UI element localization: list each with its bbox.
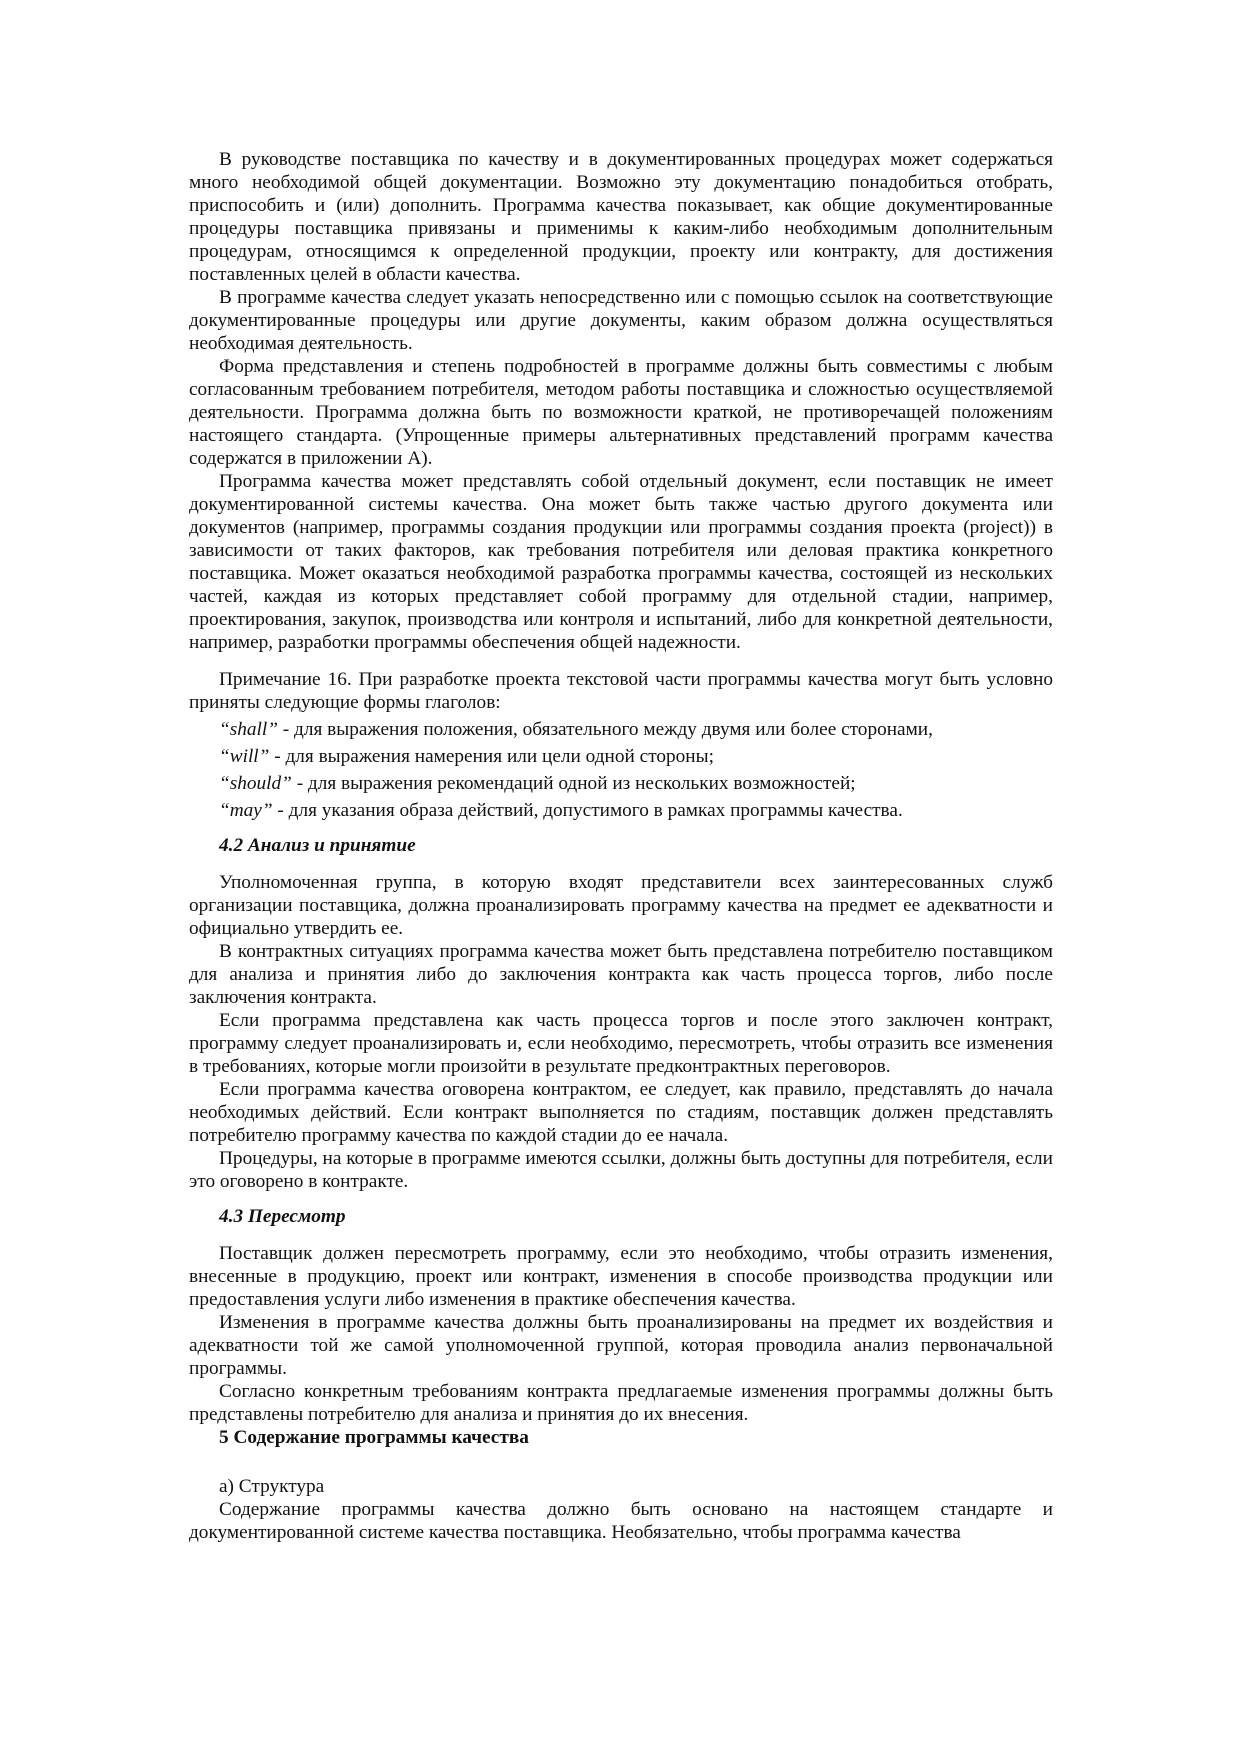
verb-desc: - для выражения рекомендаций одной из нескольких возможностей;	[291, 773, 856, 794]
verb-form-may	[189, 799, 1053, 822]
paragraph: Процедуры, на которые в программе имеются ссылки, должны быть доступны для потребителя, если это оговорено в контракте.	[189, 1148, 1053, 1192]
section-heading-4-2: 4.2 Анализ и принятие	[219, 835, 416, 856]
document-page	[189, 148, 1053, 1544]
subitem-structure: а) Структура	[219, 1476, 325, 1497]
paragraph: Изменения в программе качества должны быть проанализированы на предмет их воздействия и адекватности той же самой уполномоченной группой, которая проводила анализ первоначальной программы.	[189, 1312, 1053, 1379]
section-heading-5: 5 Содержание программы качества	[219, 1427, 529, 1448]
paragraph: Форма представления и степень подробностей в программе должны быть совместимы с любым согласованным требованием потребителя, методом работы поставщика и сложностью осуществляемой деятельности. Программа должна быть по возможности краткой, не противоречащей положениям настоящего стандарта. (Упрощенные примеры альтернативных представлений программ качества содержатся в приложении А).	[189, 356, 1053, 469]
paragraph: В программе качества следует указать непосредственно или с помощью ссылок на соответствующие документированные процедуры или другие документы, каким образом должна осуществляться необходимая деятельность.	[189, 287, 1053, 354]
verb-form-shall	[189, 718, 1053, 741]
paragraph: Уполномоченная группа, в которую входят представители всех заинтересованных служб организации поставщика, должна проанализировать программу качества на предмет ее адекватности и официально утвердить ее.	[189, 872, 1053, 939]
paragraph: Согласно конкретным требованиям контракта предлагаемые изменения программы должны быть представлены потребителю для анализа и принятия до их внесения.	[189, 1381, 1053, 1425]
paragraph: В руководстве поставщика по качеству и в документированных процедурах может содержаться много необходимой общей документации. Возможно эту документацию понадобиться отобрать, приспособить и (или) дополнить. Программа качества показывает, как общие документированные процедуры поставщика привязаны и применимы к каким-либо необходимым дополнительным процедурам, относящимся к определенной продукции, проекту или контракту, для достижения поставленных целей в области качества.	[189, 149, 1053, 285]
paragraph: Если программа представлена как часть процесса торгов и после этого заключен контракт, программу следует проанализировать и, если необходимо, пересмотреть, чтобы отразить все изменения в требованиях, которые могли произойти в результате предконтрактных переговоров.	[189, 1010, 1053, 1077]
paragraph: Если программа качества оговорена контрактом, ее следует, как правило, представлять до начала необходимых действий. Если контракт выполняется по стадиям, поставщик должен представлять потребителю программу качества по каждой стадии до ее начала.	[189, 1079, 1053, 1146]
note-paragraph: Примечание 16. При разработке проекта текстовой части программы качества могут быть условно приняты следующие формы глаголов:	[189, 669, 1053, 713]
verb-term: “should”	[219, 773, 292, 794]
verb-form-will	[189, 745, 1053, 768]
paragraph: В контрактных ситуациях программа качества может быть представлена потребителю поставщиком для анализа и принятия либо до заключения контракта как часть процесса торгов, либо после заключения контракта.	[189, 941, 1053, 1008]
paragraph: Содержание программы качества должно быть основано на настоящем стандарте и документированной системе качества поставщика. Необязательно, чтобы программа качества	[189, 1499, 1053, 1543]
verb-desc: - для выражения намерения или цели одной стороны;	[269, 746, 714, 767]
verb-desc: - для выражения положения, обязательного между двумя или более сторонами,	[277, 719, 933, 740]
verb-term: “shall”	[219, 719, 278, 740]
verb-form-should	[189, 772, 1053, 795]
verb-term: “may”	[219, 800, 273, 821]
verb-desc: - для указания образа действий, допустимого в рамках программы качества.	[272, 800, 903, 821]
section-heading-4-3: 4.3 Пересмотр	[219, 1206, 346, 1227]
verb-term: “will”	[219, 746, 270, 767]
paragraph: Поставщик должен пересмотреть программу, если это необходимо, чтобы отразить изменения, внесенные в продукцию, проект или контракт, изменения в способе производства продукции или предоставления услуги либо изменения в практике обеспечения качества.	[189, 1243, 1053, 1310]
paragraph: Программа качества может представлять собой отдельный документ, если поставщик не имеет документированной системы качества. Она может быть также частью другого документа или документов (например, программы создания продукции или программы создания проекта (project)) в зависимости от таких факторов, как требования потребителя или деловая практика конкретного поставщика. Может оказаться необходимой разработка программы качества, состоящей из нескольких частей, каждая из которых представляет собой программу для отдельной стадии, например, проектирования, закупок, производства или контроля и испытаний, либо для конкретной деятельности, например, разработки программы обеспечения общей надежности.	[189, 471, 1053, 653]
